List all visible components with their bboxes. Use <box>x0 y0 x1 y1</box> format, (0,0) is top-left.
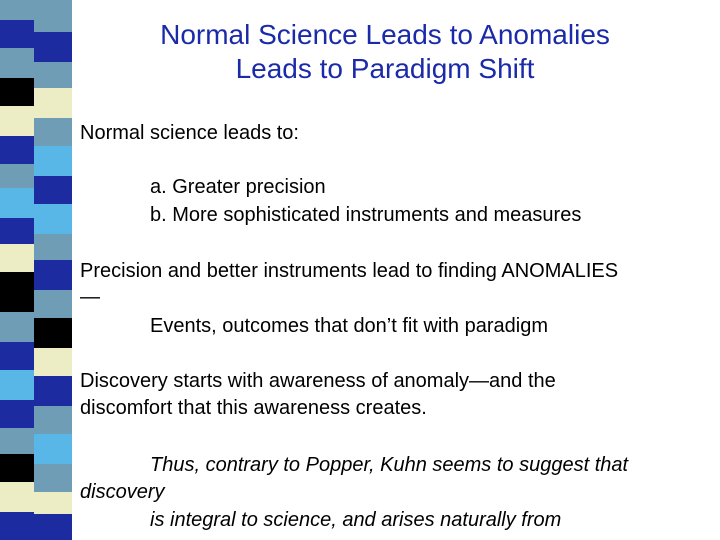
stripe-block <box>0 244 34 272</box>
stripe-block <box>0 188 34 218</box>
intro-text: Normal science leads to: <box>80 122 299 144</box>
stripe-block <box>0 512 34 540</box>
stripe-block <box>34 464 72 492</box>
precision-text: Precision and better instruments lead to finding ANOMALIES <box>80 260 619 282</box>
title-line: Normal Science Leads to Anomalies <box>160 19 610 50</box>
thus-text: is integral to science, and arises naturally from <box>150 509 562 531</box>
stripe-block <box>34 204 72 234</box>
thus-text: discovery <box>80 481 165 503</box>
precision-subtext: Events, outcomes that don’t fit with paradigm <box>150 315 548 337</box>
stripe-block <box>0 370 34 400</box>
stripe-block <box>34 0 72 32</box>
stripe-block <box>34 318 72 348</box>
list-item: b. More sophisticated instruments and measures <box>150 204 582 226</box>
precision-dash: — <box>80 286 100 308</box>
stripe-block <box>0 48 34 78</box>
stripe-block <box>0 218 34 244</box>
stripe-block <box>0 272 34 312</box>
stripe-block <box>34 514 72 540</box>
stripe-block <box>0 342 34 370</box>
stripe-block <box>34 376 72 406</box>
discovery-text: Discovery starts with awareness of anomaly—and the <box>80 370 556 392</box>
stripe-block <box>34 348 72 376</box>
stripe-block <box>0 482 34 512</box>
stripe-block <box>0 400 34 428</box>
discovery-text: discomfort that this awareness creates. <box>80 397 427 419</box>
thus-text: Thus, contrary to Popper, Kuhn seems to suggest that <box>150 454 629 476</box>
stripe-block <box>34 146 72 176</box>
stripe-block <box>34 406 72 434</box>
stripe-block <box>0 78 34 106</box>
stripe-block <box>34 492 72 514</box>
decorative-stripe <box>0 0 72 540</box>
stripe-block <box>34 260 72 290</box>
stripe-block <box>34 434 72 464</box>
stripe-block <box>34 118 72 146</box>
stripe-block <box>0 106 34 136</box>
title-line: Leads to Paradigm Shift <box>235 53 535 84</box>
stripe-block <box>0 428 34 454</box>
list-item: a. Greater precision <box>150 176 326 198</box>
stripe-block <box>34 32 72 62</box>
stripe-block <box>34 88 72 118</box>
stripe-block <box>0 454 34 482</box>
stripe-block <box>0 164 34 188</box>
slide-title <box>80 18 690 86</box>
stripe-block <box>0 136 34 164</box>
stripe-block <box>0 20 34 48</box>
stripe-block <box>34 290 72 318</box>
stripe-block <box>34 176 72 204</box>
stripe-block <box>0 0 34 20</box>
stripe-block <box>34 234 72 260</box>
stripe-block <box>34 62 72 88</box>
stripe-block <box>0 312 34 342</box>
